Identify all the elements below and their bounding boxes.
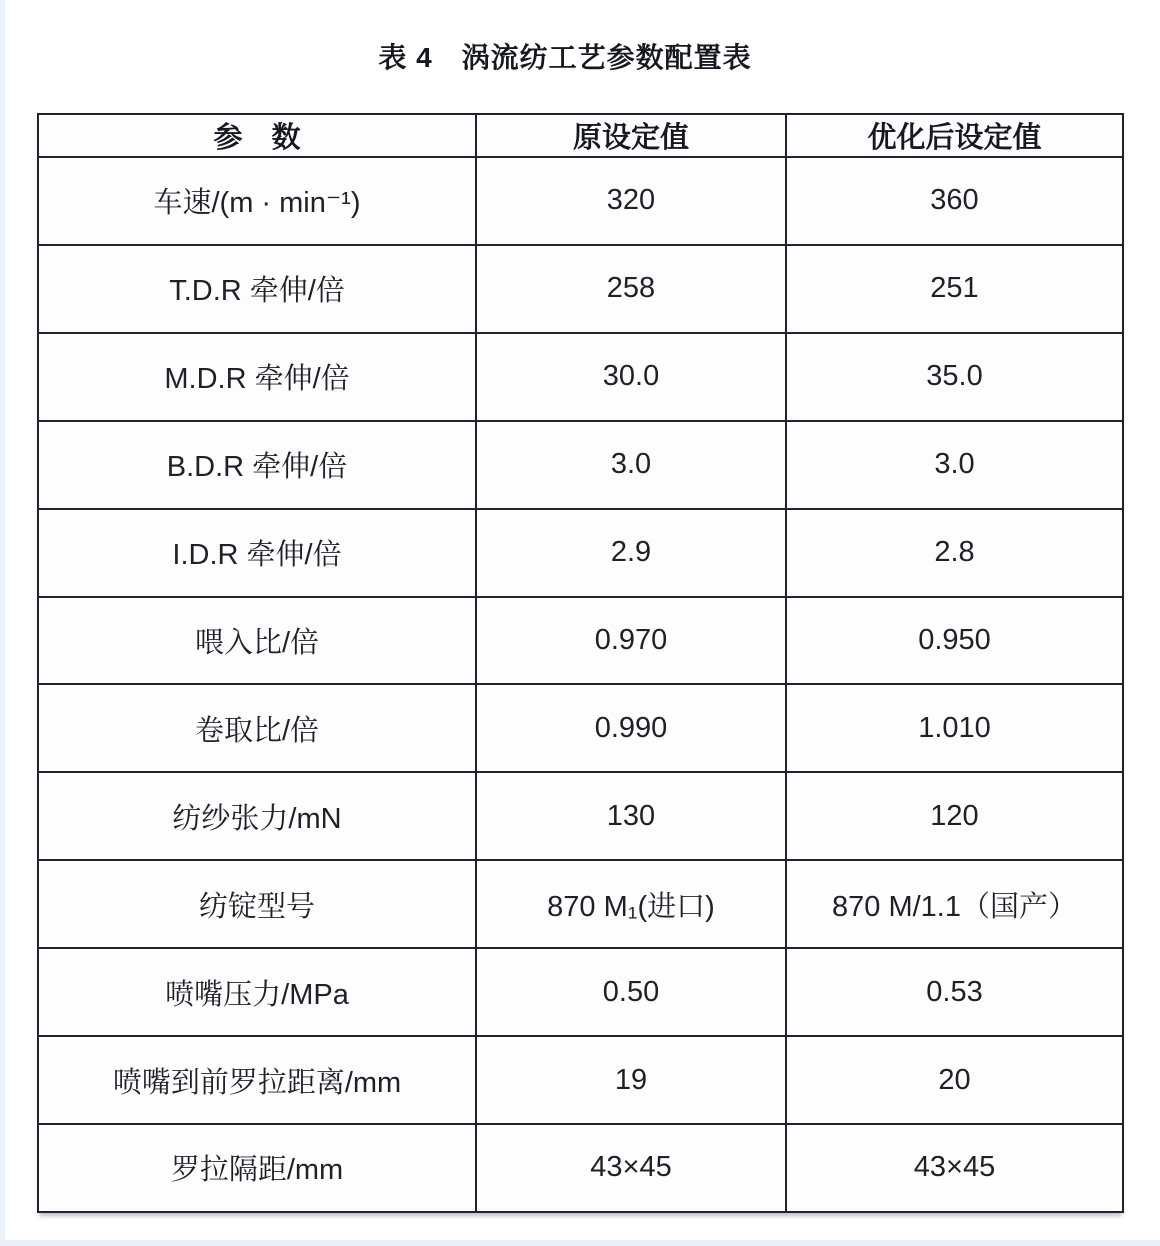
table-row xyxy=(38,157,1123,245)
param-cell: 纺纱张力/mN xyxy=(38,772,476,860)
page-edge-left xyxy=(0,0,5,1246)
param-cell: B.D.R 牵伸/倍 xyxy=(38,421,476,509)
param-cell: 喷嘴到前罗拉距离/mm xyxy=(38,1036,476,1124)
optimized-value-cell: 870 M/1.1（国产） xyxy=(786,860,1123,948)
optimized-value-cell: 0.950 xyxy=(786,597,1123,685)
table-row xyxy=(38,772,1123,860)
optimized-value-cell: 0.53 xyxy=(786,948,1123,1036)
parameters-table xyxy=(37,113,1124,1213)
table-row xyxy=(38,333,1123,421)
original-value-cell: 19 xyxy=(476,1036,786,1124)
param-cell: 喷嘴压力/MPa xyxy=(38,948,476,1036)
original-value-cell: 0.990 xyxy=(476,684,786,772)
optimized-value-cell: 1.010 xyxy=(786,684,1123,772)
param-cell: 纺锭型号 xyxy=(38,860,476,948)
original-value-cell: 130 xyxy=(476,772,786,860)
table-row xyxy=(38,948,1123,1036)
table-row xyxy=(38,1036,1123,1124)
original-value-cell: 30.0 xyxy=(476,333,786,421)
optimized-value-cell: 43×45 xyxy=(786,1124,1123,1212)
original-value-cell: 258 xyxy=(476,245,786,333)
header-original-value: 原设定值 xyxy=(476,114,786,157)
header-optimized-value: 优化后设定值 xyxy=(786,114,1123,157)
param-cell: I.D.R 牵伸/倍 xyxy=(38,509,476,597)
param-cell: 喂入比/倍 xyxy=(38,597,476,685)
table-row xyxy=(38,860,1123,948)
param-cell: T.D.R 牵伸/倍 xyxy=(38,245,476,333)
table-row xyxy=(38,509,1123,597)
original-value-cell: 0.970 xyxy=(476,597,786,685)
original-value-cell: 43×45 xyxy=(476,1124,786,1212)
optimized-value-cell: 2.8 xyxy=(786,509,1123,597)
optimized-value-cell: 360 xyxy=(786,157,1123,245)
table-row xyxy=(38,1124,1123,1212)
param-cell: 卷取比/倍 xyxy=(38,684,476,772)
table-row xyxy=(38,597,1123,685)
optimized-value-cell: 3.0 xyxy=(786,421,1123,509)
param-cell: 车速/(m · min⁻¹) xyxy=(38,157,476,245)
table-row xyxy=(38,684,1123,772)
optimized-value-cell: 120 xyxy=(786,772,1123,860)
param-cell: M.D.R 牵伸/倍 xyxy=(38,333,476,421)
param-cell: 罗拉隔距/mm xyxy=(38,1124,476,1212)
original-value-cell: 870 M₁(进口) xyxy=(476,860,786,948)
original-value-cell: 320 xyxy=(476,157,786,245)
original-value-cell: 2.9 xyxy=(476,509,786,597)
optimized-value-cell: 35.0 xyxy=(786,333,1123,421)
header-parameter: 参 数 xyxy=(38,114,476,157)
optimized-value-cell: 251 xyxy=(786,245,1123,333)
original-value-cell: 0.50 xyxy=(476,948,786,1036)
page-edge-bottom xyxy=(0,1240,1160,1246)
original-value-cell: 3.0 xyxy=(476,421,786,509)
table-row xyxy=(38,245,1123,333)
table-row xyxy=(38,421,1123,509)
optimized-value-cell: 20 xyxy=(786,1036,1123,1124)
header-row xyxy=(38,114,1123,157)
table-caption: 表 4 涡流纺工艺参数配置表 xyxy=(378,42,752,73)
